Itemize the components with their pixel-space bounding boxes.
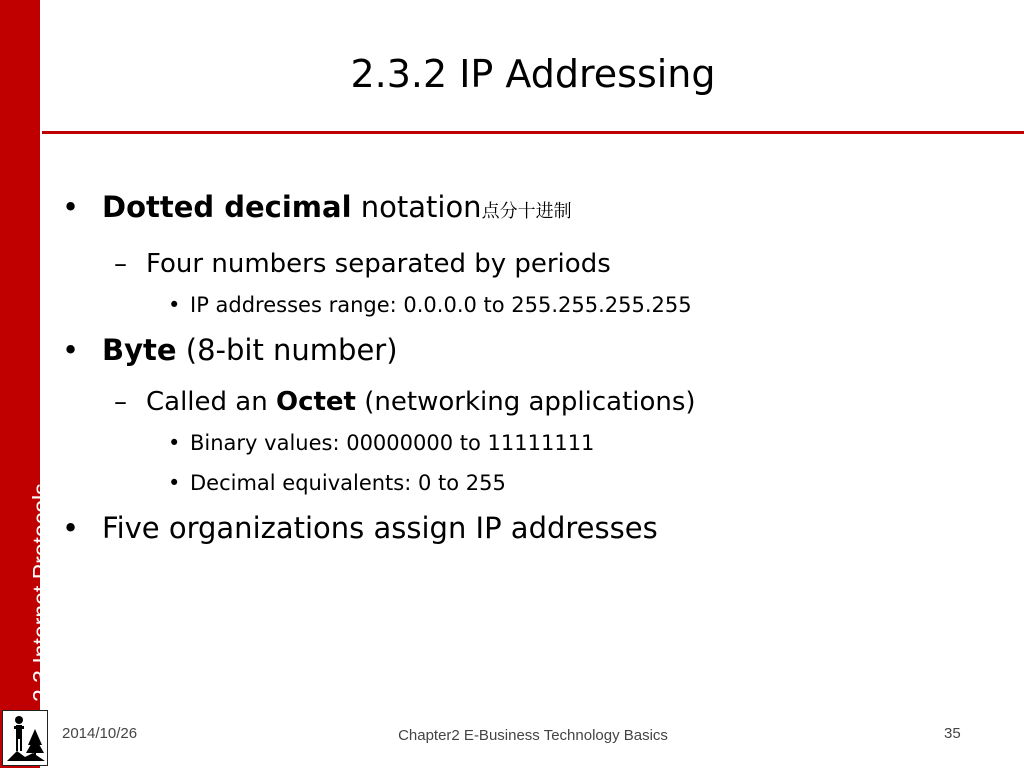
slide-title: 2.3.2 IP Addressing bbox=[350, 52, 716, 96]
page-number: 35 bbox=[944, 725, 961, 742]
bullet-text: (networking applications) bbox=[356, 387, 696, 417]
bullet-bold-term: Octet bbox=[275, 387, 356, 417]
sub-bullet-four-numbers: – Four numbers separated by periods bbox=[146, 247, 1002, 281]
bullet-five-organizations: • Five organizations assign IP addresses bbox=[102, 509, 1002, 547]
sub-sub-bullet-decimal: • Decimal equivalents: 0 to 255 bbox=[190, 469, 1002, 497]
title-divider bbox=[42, 131, 1024, 134]
slide-body bbox=[62, 188, 1002, 563]
bullet-bold-term: Dotted decimal bbox=[102, 190, 352, 224]
bullet-dotted-decimal bbox=[102, 188, 1002, 231]
footer-date: 2014/10/26 bbox=[62, 725, 138, 742]
bullet-text: (8-bit number) bbox=[176, 333, 398, 367]
bullet-text: Called an bbox=[146, 387, 276, 417]
sub-sub-bullet-binary: • Binary values: 00000000 to 11111111 bbox=[190, 429, 1002, 457]
section-label: 2.3 Internet Protocols bbox=[28, 483, 54, 702]
bullet-byte bbox=[102, 331, 1002, 369]
chinese-term: 点分十进制 bbox=[481, 201, 572, 222]
sub-sub-bullet-ip-range: • IP addresses range: 0.0.0.0 to 255.255.255.255 bbox=[190, 291, 1002, 319]
footer-chapter: Chapter2 E-Business Technology Basics bbox=[398, 727, 668, 744]
bullet-text: notation bbox=[351, 190, 482, 224]
bullet-bold-term: Byte bbox=[102, 333, 177, 367]
sub-bullet-octet bbox=[146, 385, 1002, 419]
